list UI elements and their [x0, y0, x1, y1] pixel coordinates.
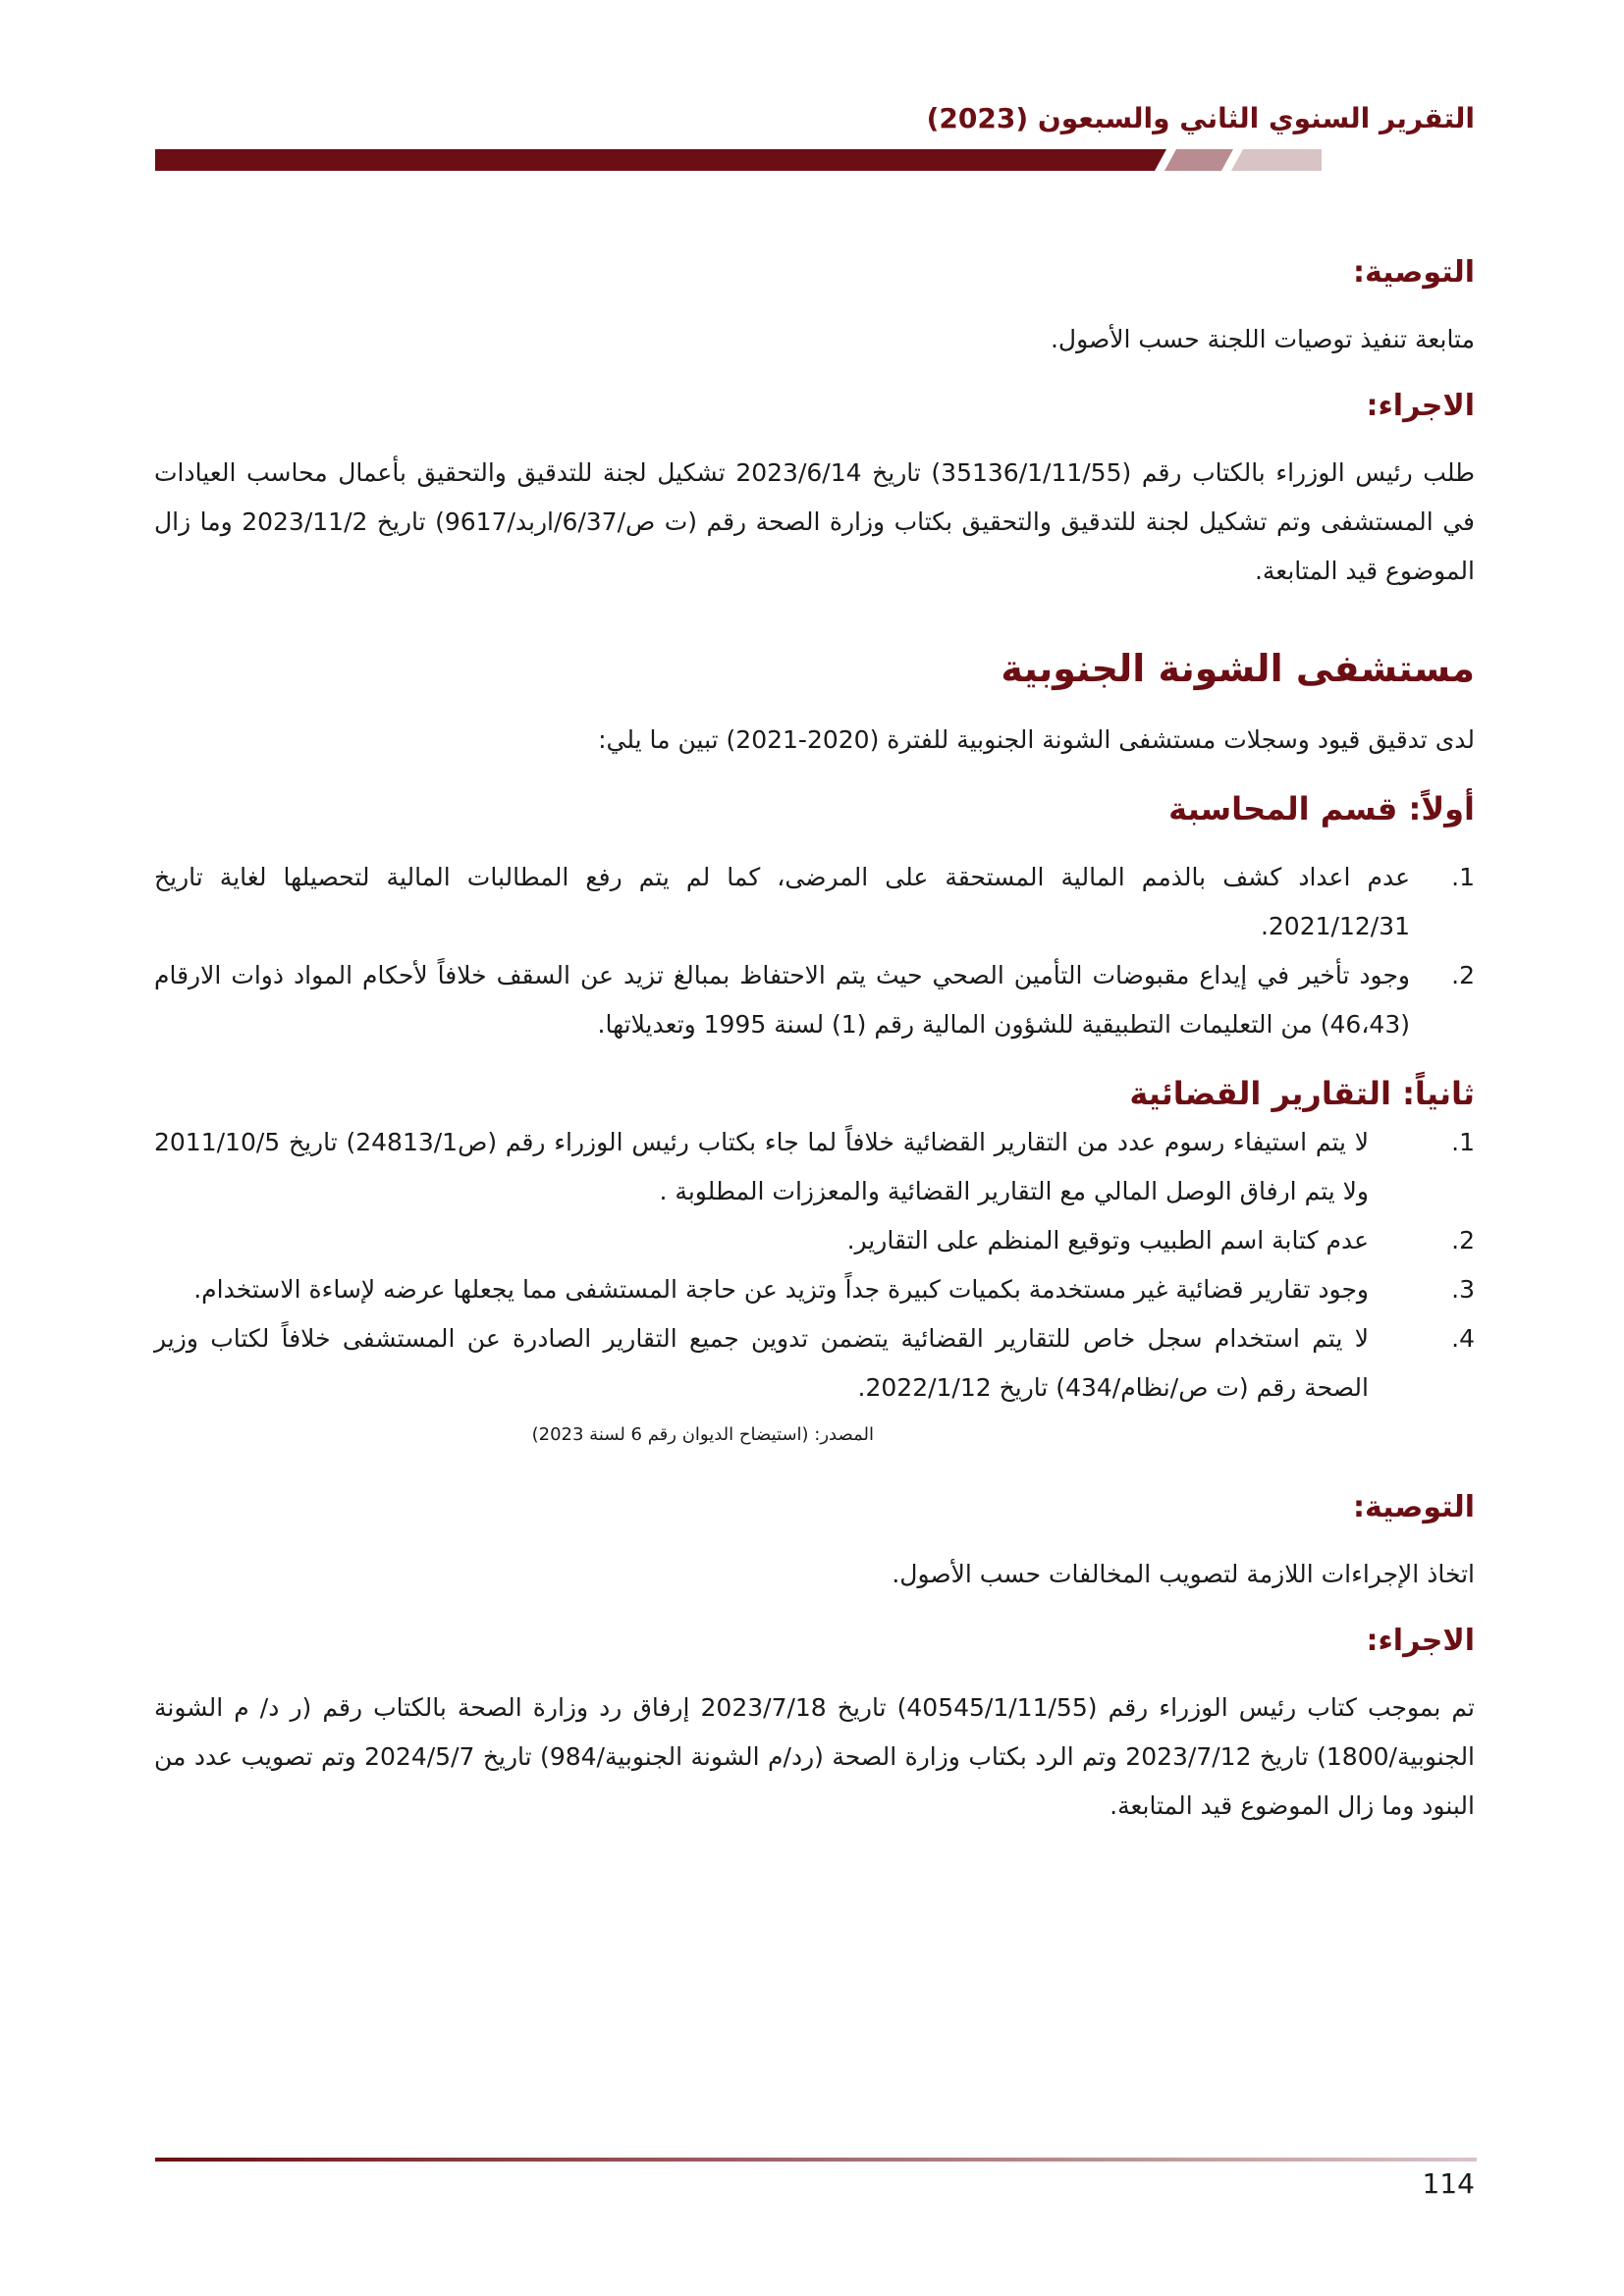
accounting-section-heading: أولاً: قسم المحاسبة	[1168, 790, 1475, 828]
list-item-number: 1.	[1451, 1128, 1475, 1156]
recommendation-heading-2: التوصية:	[1352, 1490, 1475, 1524]
list-item	[154, 853, 1475, 951]
accounting-findings-list	[154, 853, 1475, 1049]
list-item-text: وجود تقارير قضائية غير مستخدمة بكميات كبيرة جداً وتزيد عن حاجة المستشفى مما يجعلها عرضه لإساءة الاستخدام.	[193, 1275, 1369, 1304]
list-item-text: لا يتم استيفاء رسوم عدد من التقارير القضائية خلافاً لما جاء بكتاب رئيس الوزراء رقم (ص24813/1) تاريخ 2011/10/5 ولا يتم ارفاق الوصل المالي مع التقارير القضائية والمعززات المطلوبة .	[154, 1128, 1369, 1205]
judicial-findings-list	[154, 1118, 1475, 1413]
recommendation-heading-1: التوصية:	[1352, 255, 1475, 290]
action-heading-1: الاجراء:	[1366, 389, 1475, 423]
list-item	[154, 1216, 1475, 1265]
list-item-number: 1.	[1451, 863, 1475, 891]
main-content	[154, 250, 1475, 1831]
report-header-title: التقرير السنوي الثاني والسبعون (2023)	[926, 102, 1475, 134]
judicial-reports-heading: ثانياً: التقارير القضائية	[1129, 1075, 1475, 1112]
footer-divider-line	[155, 2158, 1477, 2162]
list-item	[154, 1265, 1475, 1314]
list-item-number: 2.	[1451, 961, 1475, 989]
recommendation-text-2: اتخاذ الإجراءات اللازمة لتصويب المخالفات حسب الأصول.	[892, 1560, 1475, 1588]
action-heading-2: الاجراء:	[1366, 1624, 1475, 1658]
list-item-text: وجود تأخير في إيداع مقبوضات التأمين الصحي حيث يتم الاحتفاظ بمبالغ تزيد عن السقف خلافاً لأحكام المواد ذوات الارقام (46،43) من التعليمات التطبيقية للشؤون المالية رقم (1) لسنة 1995 وتعديلاتها.	[154, 961, 1410, 1039]
list-item-text: عدم اعداد كشف بالذمم المالية المستحقة على المرضى، كما لم يتم رفع المطالبات المالية لتحصيلها لغاية تاريخ 2021/12/31.	[154, 863, 1410, 940]
hospital-title: مستشفى الشونة الجنوبية	[1001, 647, 1475, 690]
header-bar-main	[155, 149, 1166, 171]
list-item-number: 3.	[1451, 1275, 1475, 1304]
header-decorative-bar	[155, 149, 1322, 171]
list-item-text: عدم كتابة اسم الطبيب وتوقيع المنظم على التقارير.	[846, 1226, 1369, 1255]
list-item-number: 2.	[1451, 1226, 1475, 1255]
action-text-1: طلب رئيس الوزراء بالكتاب رقم (35136/1/11/55) تاريخ 2023/6/14 تشكيل لجنة للتدقيق والتحقيق بأعمال محاسب العيادات في المستشفى وتم تشكيل لجنة للتدقيق والتحقيق بكتاب وزارة الصحة رقم (ت ص/6/37/اربد/9617) تاريخ 2023/11/2 وما زال الموضوع قيد المتابعة.	[154, 458, 1475, 585]
footer-divider	[155, 2147, 1477, 2151]
action-text-2: تم بموجب كتاب رئيس الوزراء رقم (40545/1/11/55) تاريخ 2023/7/18 إرفاق رد وزارة الصحة بالكتاب رقم (ر د/ م الشونة الجنوبية/1800) تاريخ 2023/7/12 وتم الرد بكتاب وزارة الصحة (رد/م الشونة الجنوبية/984) تاريخ 2024/5/7 وتم تصويب عدد من البنود وما زال الموضوع قيد المتابعة.	[154, 1693, 1476, 1820]
list-item	[154, 1118, 1475, 1216]
header-bar-stripe-2	[1231, 149, 1322, 171]
list-item-number: 4.	[1451, 1324, 1475, 1353]
list-item	[154, 1314, 1475, 1413]
page-number: 114	[1422, 2167, 1475, 2200]
header-bar-stripe-1	[1164, 149, 1233, 171]
list-item-text: لا يتم استخدام سجل خاص للتقارير القضائية يتضمن تدوين جميع التقارير الصادرة عن المستشفى خلافاً لكتاب وزير الصحة رقم (ت ص/نظام/434) تاريخ 2022/1/12.	[154, 1324, 1369, 1402]
hospital-intro: لدى تدقيق قيود وسجلات مستشفى الشونة الجنوبية للفترة (2020-2021) تبين ما يلي:	[598, 725, 1475, 754]
recommendation-text-1: متابعة تنفيذ توصيات اللجنة حسب الأصول.	[1050, 325, 1475, 353]
list-item	[154, 951, 1475, 1049]
source-note: المصدر: (استيضاح الديوان رقم 6 لسنة 2023)	[531, 1424, 874, 1445]
